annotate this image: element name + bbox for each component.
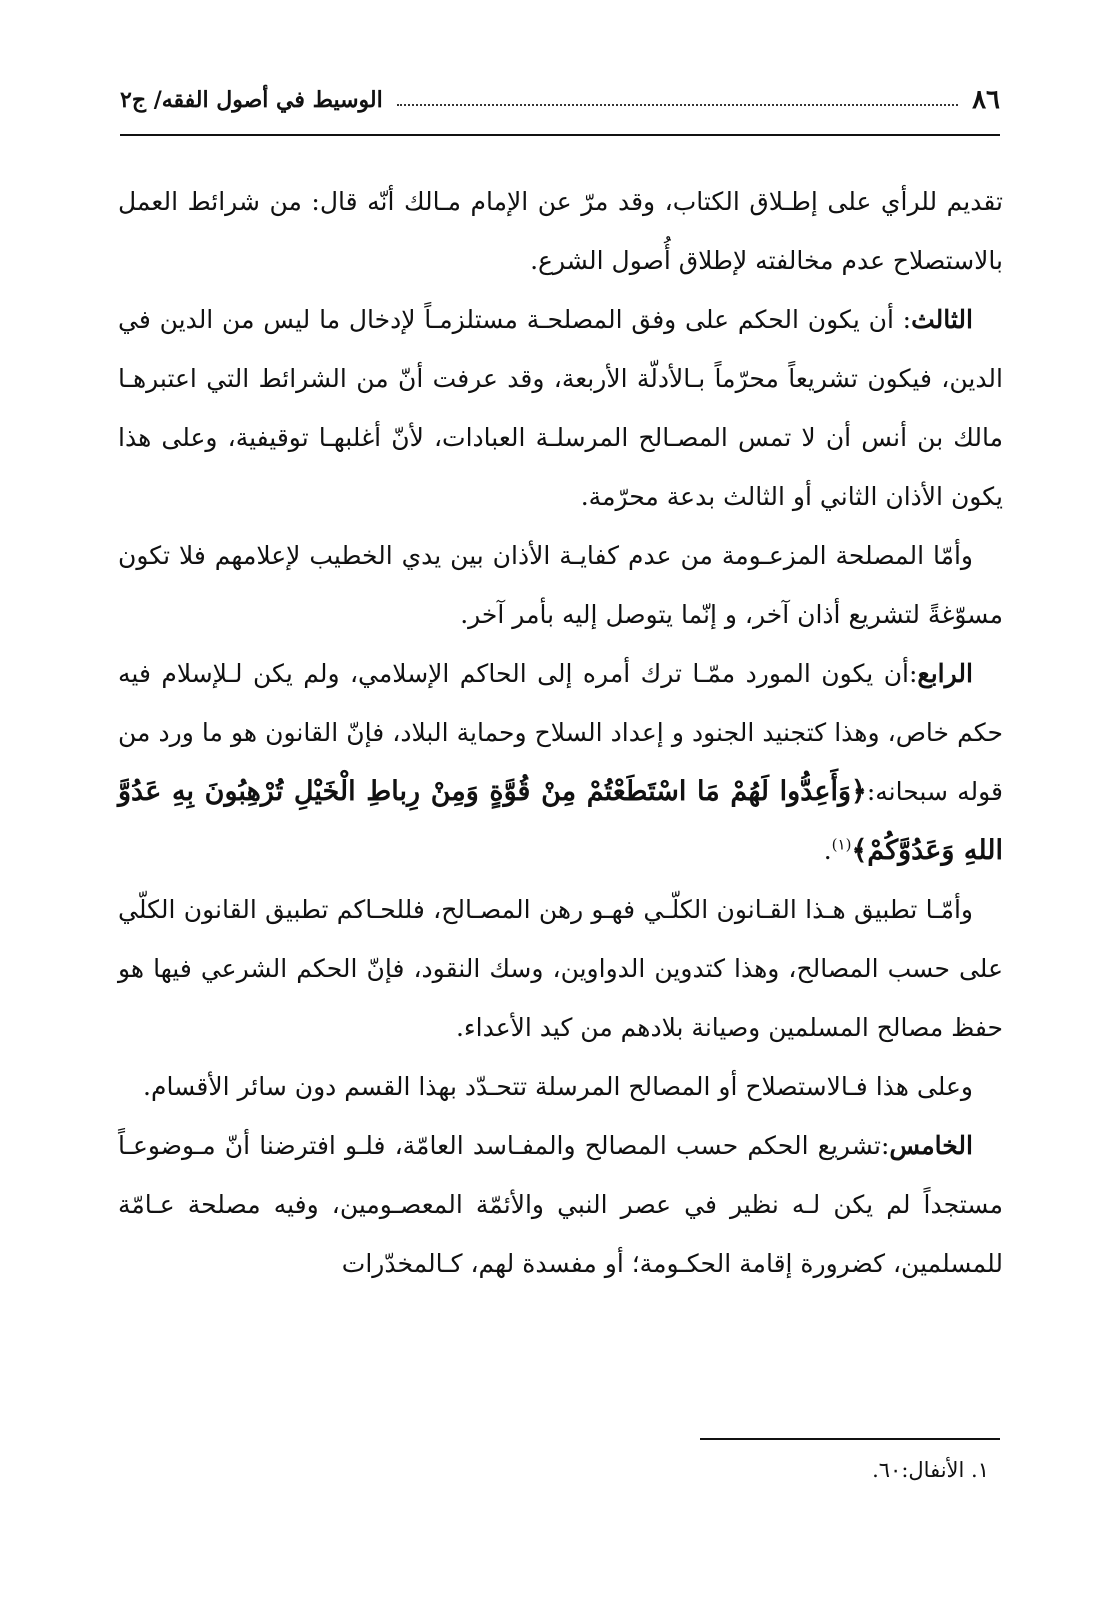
paragraph-text: تقديم للرأي على إطـلاق الكتاب، وقد مرّ عن الإمام مـالك أنّه قال: من شرائط العمل بالاستصلاح عدم مخالفته لإطلاق أُصول الشرع. <box>118 187 1003 275</box>
paragraph-text: :تشريع الحكم حسب المصالح والمفـاسد العامّة، فلـو افترضنا أنّ مـوضوعـاً مستجداً لم يكن لـه نظير في عصر النبي والأئمّة المعصـومين، وفيه مصلحة عـامّة للمسلمين، كضرورة إقامة الحكـومة؛ أو مفسدة لهم، كـالمخدّرات <box>118 1131 1003 1278</box>
book-title: الوسيط في أصول الفقه/ ج٢ <box>120 87 383 113</box>
paragraph-alleged-benefit <box>118 526 1003 644</box>
paragraph-text: وأمّـا تطبيق هـذا القـانون الكلّـي فهـو رهن المصـالح، فللحـاكم تطبيق القانون الكلّي على حسب المصالح، وهذا كتدوين الدواوين، وسك النقود، فإنّ الحكم الشرعي فيها هو حفظ مصالح المسلمين وصيانة بلادهم من كيد الأعداء. <box>118 895 1003 1042</box>
paragraph-text: وعلى هذا فـالاستصلاح أو المصالح المرسلة تتحـدّد بهذا القسم دون سائر الأقسام. <box>143 1072 973 1101</box>
paragraph-application <box>118 880 1003 1057</box>
footnote-reference[interactable]: (١) <box>831 835 852 854</box>
paragraph-fourth <box>118 644 1003 880</box>
quran-verse: ﴿وَأَعِدُّوا لَهُمْ مَا اسْتَطَعْتُمْ مِنْ قُوَّةٍ وَمِنْ رِباطِ الْخَيْلِ تُرْهِبُونَ بِهِ عَدُوَّ اللهِ وَعَدُوَّكُمْ﴾ <box>118 776 1003 866</box>
paragraph-conclusion <box>118 1057 1003 1116</box>
paragraph-lead: الثالث <box>911 305 973 334</box>
header-leader-dots <box>397 104 958 106</box>
paragraph-third <box>118 290 1003 526</box>
paragraph-text: وأمّا المصلحة المزعـومة من عدم كفايـة الأذان بين يدي الخطيب لإعلامهم فلا تكون مسوّغةً لتشريع أذان آخر، و إنّما يتوصل إليه بأمر آخر. <box>118 541 1003 629</box>
paragraph-text-end: . <box>823 836 832 865</box>
main-text <box>118 172 1003 1293</box>
running-header <box>120 80 1000 120</box>
paragraph-lead: الخامس <box>889 1131 973 1160</box>
paragraph-continuation <box>118 172 1003 290</box>
page-number: ٨٦ <box>972 85 1000 115</box>
paragraph-lead: الرابع <box>917 659 973 688</box>
footnote-divider <box>700 1438 1000 1440</box>
paragraph-text: :أن يكون المورد ممّـا ترك أمره إلى الحاكم الإسلامي، ولم يكن لـلإسلام فيه حكم خاص، وهذا كتجنيد الجنود و إعداد السلاح وحماية البلاد، فإنّ القانون هو ما ورد من قوله سبحانه: <box>118 659 1003 806</box>
paragraph-text: : أن يكون الحكم على وفق المصلحـة مستلزمـاً لإدخال ما ليس من الدين في الدين، فيكون تشريعاً محرّماً بـالأدلّة الأربعة، وقد عرفت أنّ من الشرائط التي اعتبرهـا مالك بن أنس أن لا تمس المصـالح المرسلـة العبادات، لأنّ أغلبهـا توقيفية، وعلى هذا يكون الأذان الثاني أو الثالث بدعة محرّمة. <box>118 305 1003 511</box>
paragraph-fifth <box>118 1116 1003 1293</box>
footnote: ١. الأنفال:٦٠. <box>872 1458 989 1482</box>
header-divider <box>120 134 1000 136</box>
